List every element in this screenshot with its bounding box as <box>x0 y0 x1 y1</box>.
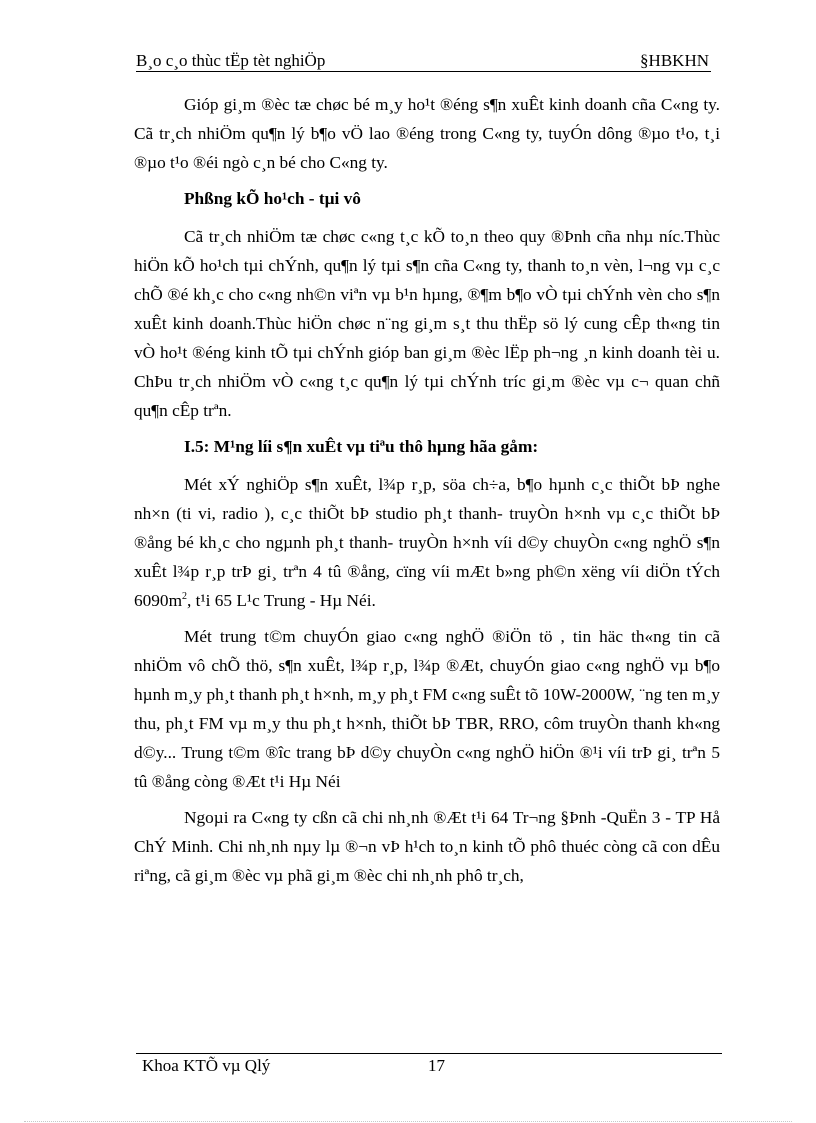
document-body <box>134 90 720 897</box>
paragraph: Cã tr¸ch nhiÖm tæ chøc c«ng t¸c kÕ to¸n theo quy ®Þnh cña nhµ níc.Thùc hiÖn kÕ ho¹ch tµi chÝnh, qu¶n lý tµi s¶n cña C«ng ty, thanh to¸n vèn, l¬ng vµ c¸c chÕ ®é kh¸c cho c«ng nh©n viªn vµ b¹n hµng, ®¶m b¶o vÒ tµi chÝnh vèn cho s¶n xuÊt kinh doanh.Thùc hiÖn chøc n¨ng gi¸m s¸t thu thËp sö lý cung cÊp th«ng tin vÒ ho¹t ®éng kinh tÕ tµi chÝnh gióp ban gi¸m ®èc lËp ph¬ng ¸n kinh doanh tèi u. ChÞu tr¸ch nhiÖm vÒ c«ng t¸c qu¶n lý tµi chÝnh tríc gi¸m ®èc vµ c¬ quan chñ qu¶n cÊp trªn. <box>134 227 720 420</box>
section-heading: Phßng kÕ ho¹ch - tµi vô <box>184 189 361 208</box>
paragraph-text-tail: , t¹i 65 L¹c Trung - Hµ Néi. <box>187 591 376 610</box>
paragraph: Mét trung t©m chuyÓn giao c«ng nghÖ ®iÖn tö , tin häc th«ng tin cã nhiÖm vô chÕ thö, s¶n xuÊt, l¾p r¸p, l¾p ®Æt, chuyÓn giao c«ng nghÖ vµ b¶o hµnh m¸y ph¸t thanh ph¸t h×nh, m¸y ph¸t FM c«ng suÊt tõ 10W-2000W, ¨ng ten m¸y thu, ph¸t FM vµ m¸y thu ph¸t h×nh, thiÕt bÞ TBR, RRO, côm truyÒn thanh kh«ng d©y... Trung t©m ®îc trang bÞ d©y chuyÒn c«ng nghÖ hiÖn ®¹i víi trÞ gi¸ trªn 5 tû ®ång còng ®Æt t¹i Hµ Néi <box>134 627 720 791</box>
paragraph: Gióp gi¸m ®èc tæ chøc bé m¸y ho¹t ®éng s¶n xuÊt kinh doanh cña C«ng ty. Cã tr¸ch nhiÖm qu¶n lý b¶o vÖ lao ®éng trong C«ng ty, tuyÓn dông ®µo t¹o, t¸i ®µo t¹o ®éi ngò c¸n bé cho C«ng ty. <box>134 95 720 172</box>
paragraph-text: Mét xÝ nghiÖp s¶n xuÊt, l¾p r¸p, söa ch÷a, b¶o hµnh c¸c thiÕt bÞ nghe nh×n (ti vi, radio ), c¸c thiÕt bÞ studio ph¸t thanh- truyÒn h×nh vµ c¸c thiÕt bÞ ®ång bé kh¸c cho ngµnh ph¸t thanh- truyÒn h×nh víi d©y chuyÒn c«ng nghÖ s¶n xuÊt l¾p r¸p trÞ gi¸ trªn 4 tû ®ång, cïng víi mÆt b»ng ph©n xëng víi diÖn tÝch 6090m <box>134 475 720 610</box>
paragraph: Ngoµi ra C«ng ty cßn cã chi nh¸nh ®Æt t¹i 64 Tr¬ng §Þnh -QuËn 3 - TP Hå ChÝ Minh. Chi nh¸nh nµy lµ ®¬n vÞ h¹ch to¸n kinh tÕ phô thuéc còng cã con dÊu riªng, cã gi¸m ®èc vµ phã gi¸m ®èc chi nh¸nh phô tr¸ch, <box>134 808 720 885</box>
header-institution: §HBKHN <box>640 51 709 70</box>
paragraph <box>134 470 720 615</box>
page-footer <box>136 1053 722 1078</box>
superscript: 2 <box>182 591 188 603</box>
page-edge-divider <box>24 1121 792 1122</box>
section-heading: I.5: M¹ng líi s¶n xuÊt vµ tiªu thô hµng hãa gåm: <box>184 437 539 456</box>
page-number: 17 <box>428 1056 445 1075</box>
footer-department: Khoa KTÕ vµ Qlý <box>142 1056 271 1075</box>
header-title: B¸o c¸o thùc tËp tèt nghiÖp <box>136 51 326 70</box>
page-header <box>136 49 711 72</box>
